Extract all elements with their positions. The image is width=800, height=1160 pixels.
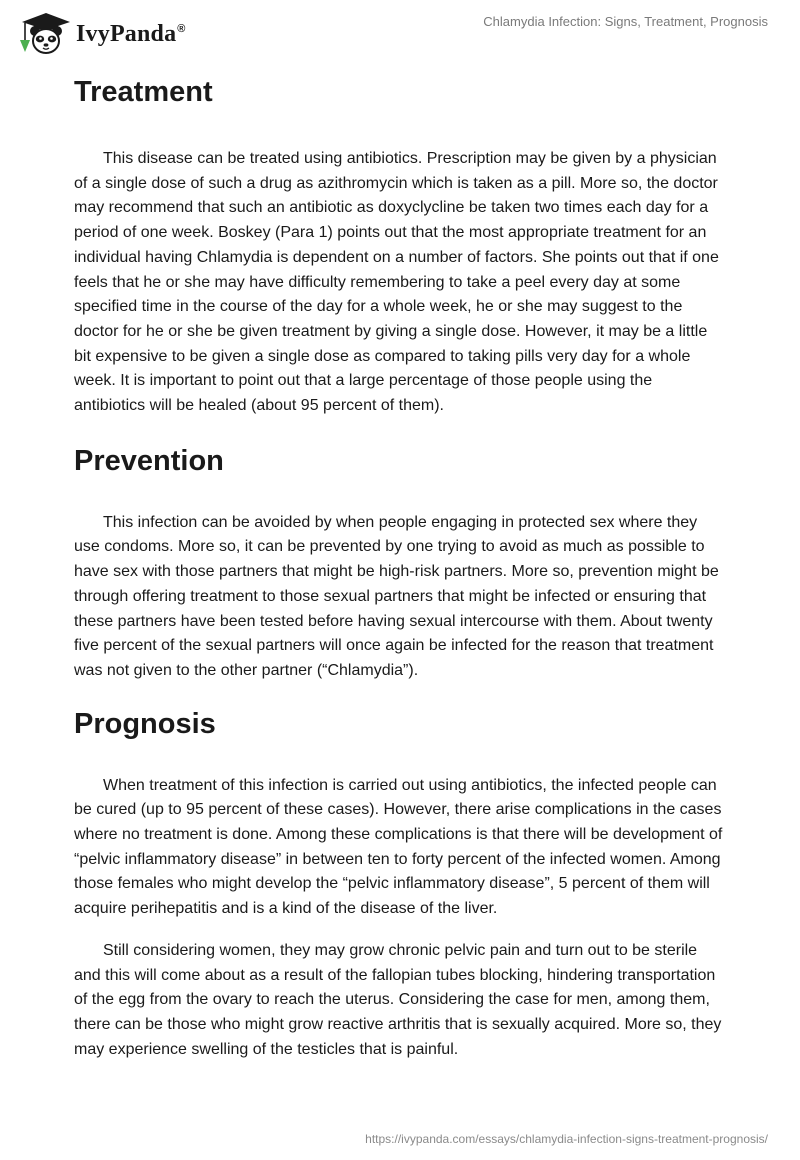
paragraph: Still considering women, they may grow chronic pelvic pain and turn out to be sterile and this will come about as a result of the fallopian tubes blocking, hindering transportation of the egg from the ovary to reach the uterus. Considering the case for men, among them, there can be those who might grow reactive arthritis that is sexually acquired. More so, they may experience swelling of the testicles that is painful. [74,941,722,1058]
section-treatment [74,72,726,419]
section-heading: Treatment [74,76,213,108]
registered-mark: ® [177,22,186,35]
source-url[interactable]: https://ivypanda.com/essays/chlamydia-infection-signs-treatment-prognosis/ [365,1132,768,1146]
section-prognosis [74,704,726,1063]
page-header [0,0,800,70]
section-prevention [74,441,726,684]
document-title: Chlamydia Infection: Signs, Treatment, Prognosis [483,14,768,29]
brand-name: IvyPanda® [76,20,186,47]
essay-content [74,70,726,1062]
section-heading: Prevention [74,444,224,477]
paragraph: This disease can be treated using antibiotics. Prescription may be given by a physician of a single dose of such a drug as azithromycin which is taken as a pill. More so, the doctor may recommend that such an antibiotic as doxyclycline be taken two times each day for a period of one week. Boskey (Para 1) points out that the most appropriate treatment for an individual having Chlamydia is dependent on a number of factors. She points out that if one feels that he or she may have difficulty remembering to take a peel every day at some specified time in the course of the day for a whole week, he or she may suggest to the doctor for he or she be given treatment by giving a single dose. However, it may be a little bit expensive to be given a single dose as compared to taking pills very day for a whole week. It is important to point out that a large percentage of those people using the antibiotics will be healed (about 95 percent of them). [74,150,719,415]
panda-graduate-logo-icon [16,10,72,58]
paragraph: This infection can be avoided by when people engaging in protected sex where they use condoms. More so, it can be prevented by one trying to avoid as much as possible to have sex with those partners that might be high-risk partners. More so, prevention might be through offering treatment to those sexual partners that might be infected or ensuring that these partners have been tested before having sexual intercourse with them. About twenty five percent of the sexual partners will once again be infected for the reason that treatment was not given to the other partner (“Chlamydia”). [74,513,719,679]
section-heading: Prognosis [74,707,216,740]
paragraph: When treatment of this infection is carried out using antibiotics, the infected people can be cured (up to 95 percent of these cases). However, there arise complications in the cases where no treatment is done. Among these complications is that there will be development of “pelvic inflammatory disease” in between ten to forty percent of the infected women. Among those females who might develop the “pelvic inflammatory disease”, 5 percent of them will acquire perihepatitis and is a kind of the disease of the liver. [74,776,723,918]
brand-logo[interactable] [16,10,186,58]
